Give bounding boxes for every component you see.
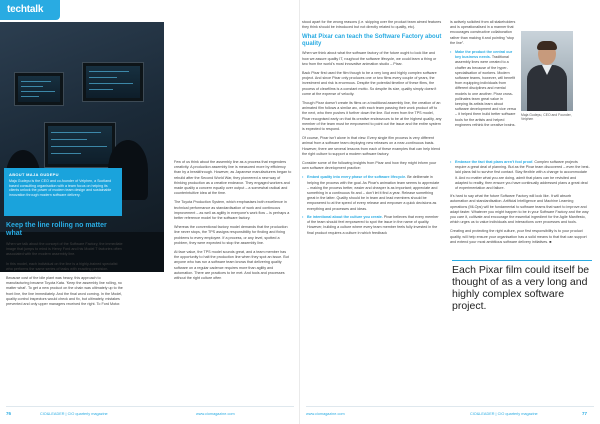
author-portrait — [521, 31, 573, 111]
paragraph: When we talk about the concept of the Software Factory, the immediate image that jumps to mind is Henry Ford and his Model T factories often associated with the modern assembly line. — [6, 242, 123, 257]
footer-issue: CIO&LEADER | CIO quarterly magazine — [40, 412, 108, 416]
paragraph: The Toyota Production System, which emphasises both excellence in technical performance as standardisation of work and continuous improvement – as well as agility in everyone's work flow – is perhaps a better reference model for the software factory. — [174, 200, 290, 221]
footer-url[interactable]: www.ciomagazine.com — [306, 412, 345, 416]
paragraph: Consider some of the following insights from Pixar and how they might inform your own software development practice: — [302, 161, 437, 171]
about-title: ABOUT MAJA GUDEPU — [9, 172, 59, 177]
paragraph: When we think about what the software factory of the future ought to look like and how we assure quality IT, roughout the software lifecycle, we could learn a thing or two from the world's most innovative animation studio – Pixar. — [302, 51, 437, 66]
pull-quote: Each Pixar film could itself be thought of as a very long and highly complex software project. — [452, 264, 590, 312]
techtalk-logo: techtalk — [0, 0, 60, 20]
about-text: Maja Gudepu is the CEO and co-founder of Velphen, a Scotland based consulting organisation with a team focus on helping its clients unlock the power of modern team design and sustainable innovation through modern software delivery. — [9, 179, 112, 197]
portrait-caption: Maja Gudepu, CEO and Founder, Velphen — [521, 113, 572, 122]
paragraph: Creating and protecting the right culture, your first responsibility is to your product quality, will help ensure your organisation has a solid means to that that can support and extend your most ambitious software delivery initiatives. ■ — [450, 229, 587, 244]
paragraph: It's hard to say what the future Software Factory will look like. It will absorb automation and standardisation. Artificial Intelligence and Machine Learning operations (MLOps) will be fundamental to software teams that want to improve and adapt faster. Whatever you might happen to be in your Software Factory and the way you care it, cultivate and encourage the essential ingredient for the Agile Manifesto, which urges us to value individuals and interactions over processes and tools. — [450, 194, 589, 225]
article-column-1 — [6, 222, 124, 311]
footer-rule — [306, 406, 594, 407]
footer-page-number: 76 — [6, 411, 12, 416]
paragraph: Because cost of the idle plant was heavy, this approach to manufacturing became Toyota Kata. 'Keep the assembly line rolling, no matter what'. To get a new product on the chain was ultimately up to the front line, the line immediately. And the final word coming. In the Model, quality control inspectors would check and fix, but ultimately, mistakes prevented and only upper managers received the right. To Ford Motor. — [6, 276, 123, 307]
footer-url[interactable]: www.ciomagazine.com — [196, 412, 235, 416]
bullet-item: • Embrace the fact that plans aren't fool proof. Complex software projects require a great deal of planning. But as the Pixar team discovered – even the best-laid plans fail to survive first contact. Stay flexible with a change to accommodate it. And no matter what you are doing, admit that plans can be revisited and adapted to reality, then ensure you have continually addressed plans a great deal of experimentation and failure. — [450, 160, 590, 191]
bullet-item: • Be intentional about the culture you create. Pixar believes that every member of the team should feel empowered to spot the issue in the name of quality. However, building a culture where every team member feels fully invested in the final product requires a culture in which feedback — [302, 215, 442, 236]
footer-issue: CIO&LEADER | CIO quarterly magazine — [470, 412, 538, 416]
bullet-item: • Embed quality into every phase of the software lifecycle. Be deliberate in helping the process with the goal. As Pixar's animation team seems to appreciate – making the process better, easier and cheaper is as important; appreciate and something in a continuous fix and – don't let it find a year. Release something great in the latter. Quality should be in team and lead members should be empowered to at the speed of every release and empower a quick decisions as everything and processes and ideas. — [302, 175, 442, 211]
paragraph: stood apart for the wrong reasons (i.e. skipping over the product team aimed features they think should be introduced but not directly related to quality, etc). — [302, 20, 442, 30]
monitor-graphic — [14, 72, 64, 106]
monitor-graphic — [44, 122, 116, 168]
paragraph: Of course, Pixar isn't alone in that view. Every single film process is very different animal from a software team deploying new releases on a near-continuous basis. However, there are several lessons from each of these examples that can help blend the right culture to support a modern software factory. — [302, 136, 441, 156]
footer-rule — [6, 406, 294, 407]
footer-page-number: 77 — [582, 411, 588, 416]
paragraph: Whereas the conventional factory model demands that the production line never stops, the TPS assigns responsibility for finding and fixing problems to every employee. If a process, or any level, spotted a problem, they were expected to stop the assembly line. — [174, 225, 288, 245]
paragraph: Back Pixar first used the film though to be a very long and highly complex software project. And since Pixar only produces one or two films every couple of years, the investment and risk is enormous. Despite the potential timeline of these films, the process of clearfilms is a constant motto. So despite its size, quality simply doesn't come at the expense of velocity. — [302, 71, 437, 96]
paragraph: At face value, the TPS model sounds great, and a team member has the opportunity to halt the production line when they spot an issue. But anyone who has run a software team knows that delivering quality software on a regular cadence requires more than agility and automation. There are practices to be met. And tools and processes without the right culture often — [174, 250, 289, 281]
pullquote-rule — [452, 260, 592, 261]
section-heading: Keep the line rolling no matter what — [6, 222, 107, 237]
article-column-4-continued — [450, 160, 590, 249]
paragraph: is actively solicited from all stakeholders and is operationalised in a manner that encourages constructive collaboration rather than making it and pointing "stop the line". — [450, 20, 516, 45]
article-column-3 — [302, 20, 442, 239]
section-heading: What Pixar can teach the Software Factory about quality — [302, 34, 442, 48]
bullet-item: • Make the product the central our key business needs. Traditional assembly lines were created to a chaffer as because of the hyper-specialisation of workers. Modern software teams, however, will benefit from equipping individuals from different disciplines and mental models to one another. Pixar cross-pollinates team great value in keeping its artists learn about software development and vice versa – it helped them build better software tools for the artists and helped engineers rethink the creative brains. — [450, 50, 516, 128]
paragraph: Though Pixar doesn't create its films on a traditional assembly line, the creation of an animated film follows a similar arc, with each team passing their work product off to the next, who then pushes it further down the line. But even from the TPS model, Pixar recognised early on that its creative endeavours to be at the highest quality, any member of the team must be empowered to point out the issue and the entire system is expected to respond. — [302, 101, 442, 132]
monitor-graphic — [82, 62, 144, 102]
paragraph: In this model, each individual on the line is a highly-trained specialist who performs the same series of tasks with exacting precision. — [6, 261, 118, 271]
article-column-4 — [450, 20, 516, 131]
paragraph: Few of us think about the assembly line as a process that engenders creativity. A production assembly line is measured more by efficiency than by a breakthrough. However, as Japanese manufacturers began to rebuild after the Second World War, they pioneered a new way of thinking production as a creative endeavor. They engaged workers and made quality a concern equally over output – a somewhat radical and counterintuitive idea at the time. — [174, 160, 292, 196]
article-column-2 — [174, 160, 292, 285]
author-about-box — [4, 168, 122, 216]
